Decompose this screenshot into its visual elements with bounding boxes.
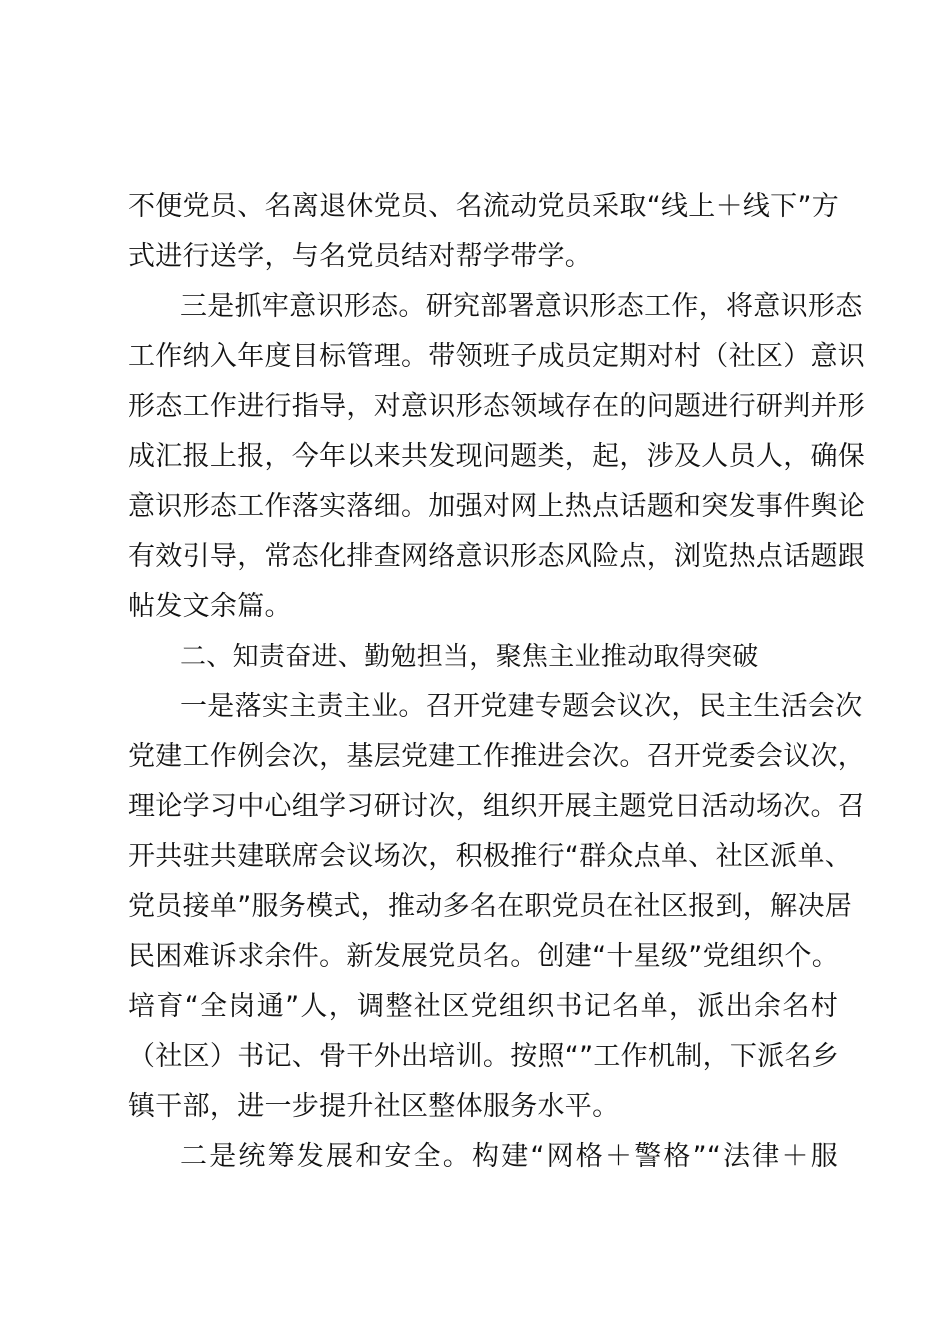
paragraph-line: 培育“全岗通”人，调整社区党组织书记名单，派出余名村	[128, 991, 838, 1022]
paragraph-line: 工作纳入年度目标管理。带领班子成员定期对村（社区）意识	[128, 341, 866, 372]
paragraph-line: 帖发文余篇。	[128, 591, 292, 622]
paragraph-line: 理论学习中心组学习研讨次，组织开展主题党日活动场次。召	[128, 791, 866, 822]
paragraph-line: 形态工作进行指导，对意识形态领域存在的问题进行研判并形	[128, 391, 866, 422]
paragraph-line: 式进行送学，与名党员结对帮学带学。	[128, 241, 593, 272]
paragraph-line: 民困难诉求余件。新发展党员名。创建“十星级”党组织个。	[128, 941, 840, 972]
paragraph-line: （社区）书记、骨干外出培训。按照“”工作机制，下派名乡	[128, 1041, 840, 1072]
paragraph-line: 意识形态工作落实落细。加强对网上热点话题和突发事件舆论	[128, 491, 866, 522]
paragraph-line: 开共驻共建联席会议场次，积极推行“群众点单、社区派单、	[128, 841, 853, 872]
section-heading: 二、知责奋进、勤勉担当，聚焦主业推动取得突破	[180, 642, 759, 672]
paragraph-line: 镇干部，进一步提升社区整体服务水平。	[128, 1091, 620, 1122]
paragraph-line: 不便党员、名离退休党员、名流动党员采取“线上＋线下”方	[128, 191, 840, 222]
paragraph-line: 三是抓牢意识形态。研究部署意识形态工作，将意识形态	[180, 291, 863, 322]
paragraph-line: 党员接单”服务模式，推动多名在职党员在社区报到，解决居	[128, 891, 853, 922]
paragraph-line: 一是落实主责主业。召开党建专题会议次，民主生活会次	[180, 691, 863, 722]
paragraph-line: 党建工作例会次，基层党建工作推进会次。召开党委会议次，	[128, 741, 866, 772]
paragraph-line: 二是统筹发展和安全。构建“网格＋警格”“法律＋服	[180, 1141, 838, 1172]
paragraph-line: 有效引导，常态化排查网络意识形态风险点，浏览热点话题跟	[128, 541, 866, 572]
paragraph-line: 成汇报上报，今年以来共发现问题类，起，涉及人员人，确保	[128, 441, 866, 472]
